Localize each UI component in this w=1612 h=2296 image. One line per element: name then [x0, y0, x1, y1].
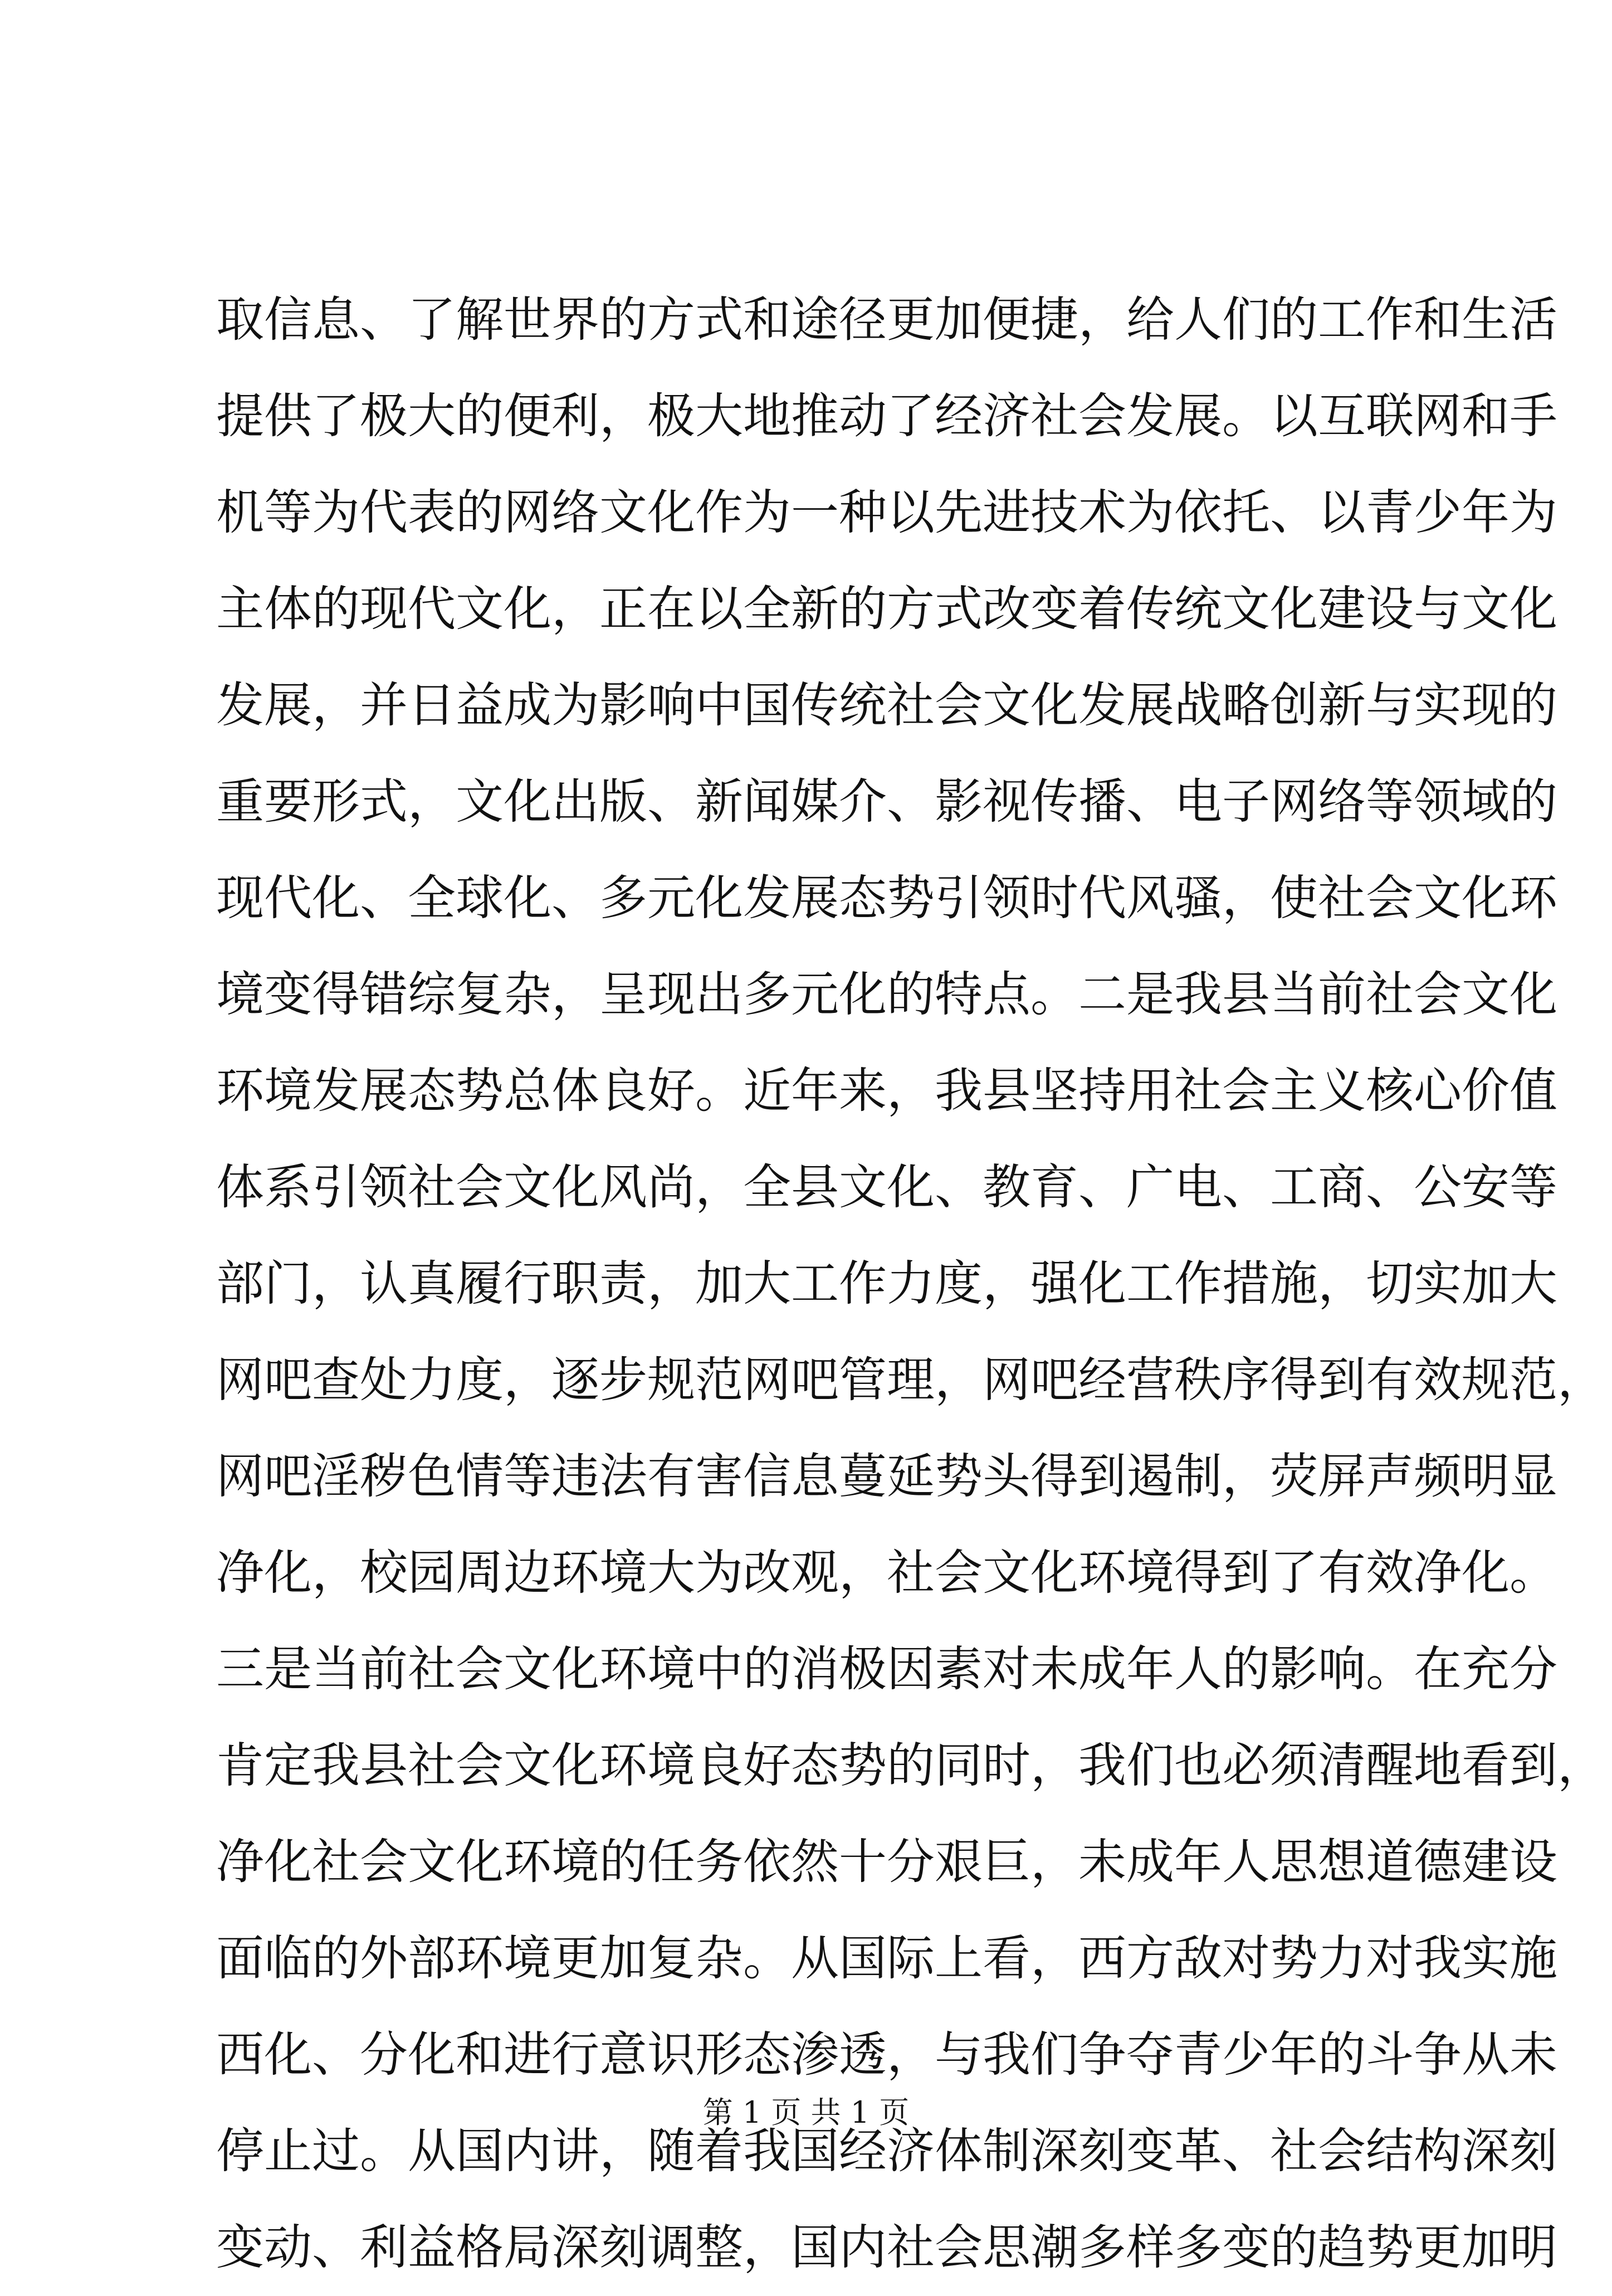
text-line: 主体的现代文化，正在以全新的方式改变着传统文化建设与文化 [216, 581, 1557, 637]
text-line: 取信息、了解世界的方式和途径更加便捷，给人们的工作和生活 [216, 292, 1557, 348]
text-line: 体系引领社会文化风尚，全县文化、教育、广电、工商、公安等 [216, 1159, 1557, 1215]
text-line: 环境发展态势总体良好。近年来，我县坚持用社会主义核心价值 [216, 1063, 1557, 1119]
text-line: 重要形式，文化出版、新闻媒介、影视传播、电子网络等领域的 [216, 774, 1557, 830]
text-line: 西化、分化和进行意识形态渗透，与我们争夺青少年的斗争从未 [216, 2027, 1557, 2083]
text-line: 部门，认真履行职责，加大工作力度，强化工作措施，切实加大 [216, 1256, 1557, 1312]
body-text [216, 272, 1605, 2296]
text-line: 网吧查处力度，逐步规范网吧管理，网吧经营秩序得到有效规范， [216, 1352, 1605, 1408]
page-number-label: 第 1 页 共 1 页 [702, 2095, 910, 2130]
text-line: 面临的外部环境更加复杂。从国际上看，西方敌对势力对我实施 [216, 1931, 1557, 1986]
text-line: 提供了极大的便利，极大地推动了经济社会发展。以互联网和手 [216, 388, 1557, 444]
text-line: 机等为代表的网络文化作为一种以先进技术为依托、以青少年为 [216, 485, 1557, 540]
text-line: 网吧淫秽色情等违法有害信息蔓延势头得到遏制，荧屏声频明显 [216, 1449, 1557, 1504]
text-line: 现代化、全球化、多元化发展态势引领时代风骚，使社会文化环 [216, 870, 1557, 926]
text-line: 三是当前社会文化环境中的消极因素对未成年人的影响。在充分 [216, 1641, 1557, 1697]
text-line: 净化，校园周边环境大为改观，社会文化环境得到了有效净化。 [216, 1545, 1557, 1601]
text-line: 境变得错综复杂，呈现出多元化的特点。二是我县当前社会文化 [216, 967, 1557, 1022]
text-line: 肯定我县社会文化环境良好态势的同时，我们也必须清醒地看到， [216, 1738, 1605, 1793]
text-line: 变动、利益格局深刻调整，国内社会思潮多样多变的趋势更加明 [216, 2220, 1557, 2275]
text-line: 发展，并日益成为影响中国传统社会文化发展战略创新与实现的 [216, 677, 1557, 733]
text-line: 净化社会文化环境的任务依然十分艰巨，未成年人思想道德建设 [216, 1834, 1557, 1890]
page-footer [0, 2093, 1612, 2132]
text-line: 停止过。从国内讲，随着我国经济体制深刻变革、社会结构深刻 [216, 2123, 1557, 2179]
